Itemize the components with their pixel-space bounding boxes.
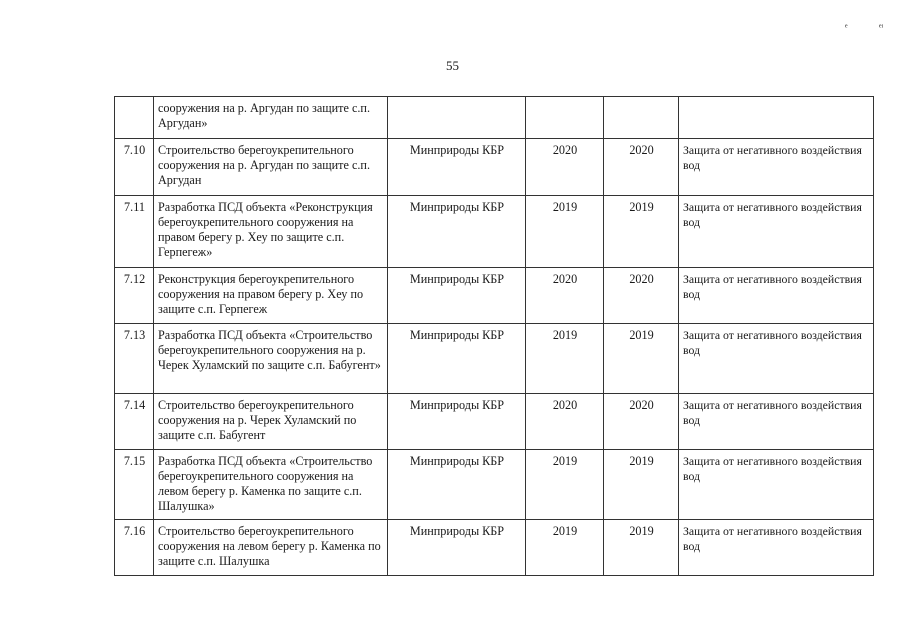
expected-result: Защита от негативного воздействия вод [679, 520, 874, 576]
start-year: 2019 [526, 324, 604, 394]
executor: Минприроды КБР [388, 139, 526, 196]
measure-name: сооружения на р. Аргудан по защите с.п. Аргудан» [154, 97, 388, 139]
measure-name: Реконструкция берегоукрепительного сооружения на правом берегу р. Хеу по защите с.п. Герпегеж [154, 268, 388, 324]
row-number: 7.15 [115, 450, 154, 520]
end-year: 2019 [604, 324, 679, 394]
expected-result: Защита от негативного воздействия вод [679, 324, 874, 394]
start-year: 2020 [526, 268, 604, 324]
start-year: 2020 [526, 394, 604, 450]
start-year: 2019 [526, 450, 604, 520]
table-row [115, 97, 874, 139]
executor: Минприроды КБР [388, 520, 526, 576]
end-year: 2019 [604, 520, 679, 576]
measure-name: Разработка ПСД объекта «Строительство берегоукрепительного сооружения на р. Черек Хуламский по защите с.п. Бабугент» [154, 324, 388, 394]
measure-name: Строительство берегоукрепительного сооружения на левом берегу р. Каменка по защите с.п. Шалушка [154, 520, 388, 576]
expected-result: Защита от негативного воздействия вод [679, 268, 874, 324]
measure-name: Разработка ПСД объекта «Реконструкция берегоукрепительного сооружения на правом берегу р. Хеу по защите с.п. Герпегеж» [154, 196, 388, 268]
table-row [115, 324, 874, 394]
measures-table [114, 96, 874, 576]
scan-mark: ᵉ [845, 22, 848, 33]
table-row [115, 139, 874, 196]
expected-result: Защита от негативного воздействия вод [679, 196, 874, 268]
end-year: 2019 [604, 450, 679, 520]
expected-result: Защита от негативного воздействия вод [679, 450, 874, 520]
table-row [115, 196, 874, 268]
scan-mark: ᵉᶦ [879, 22, 884, 33]
measure-name: Разработка ПСД объекта «Строительство берегоукрепительного сооружения на левом берегу р. Каменка по защите с.п. Шалушка» [154, 450, 388, 520]
end-year: 2020 [604, 394, 679, 450]
executor [388, 97, 526, 139]
end-year [604, 97, 679, 139]
executor: Минприроды КБР [388, 268, 526, 324]
start-year: 2019 [526, 196, 604, 268]
expected-result: Защита от негативного воздействия вод [679, 139, 874, 196]
measure-name: Строительство берегоукрепительного сооружения на р. Черек Хуламский по защите с.п. Бабугент [154, 394, 388, 450]
row-number: 7.13 [115, 324, 154, 394]
table-row [115, 268, 874, 324]
row-number: 7.16 [115, 520, 154, 576]
executor: Минприроды КБР [388, 196, 526, 268]
start-year [526, 97, 604, 139]
executor: Минприроды КБР [388, 324, 526, 394]
row-number: 7.11 [115, 196, 154, 268]
row-number: 7.10 [115, 139, 154, 196]
end-year: 2020 [604, 268, 679, 324]
end-year: 2020 [604, 139, 679, 196]
table-row [115, 394, 874, 450]
expected-result: Защита от негативного воздействия вод [679, 394, 874, 450]
table-row [115, 520, 874, 576]
row-number: 7.12 [115, 268, 154, 324]
table-row [115, 450, 874, 520]
start-year: 2020 [526, 139, 604, 196]
row-number: 7.14 [115, 394, 154, 450]
row-number [115, 97, 154, 139]
start-year: 2019 [526, 520, 604, 576]
executor: Минприроды КБР [388, 450, 526, 520]
measure-name: Строительство берегоукрепительного сооружения на р. Аргудан по защите с.п. Аргудан [154, 139, 388, 196]
executor: Минприроды КБР [388, 394, 526, 450]
page-number: 55 [446, 58, 459, 73]
expected-result [679, 97, 874, 139]
end-year: 2019 [604, 196, 679, 268]
